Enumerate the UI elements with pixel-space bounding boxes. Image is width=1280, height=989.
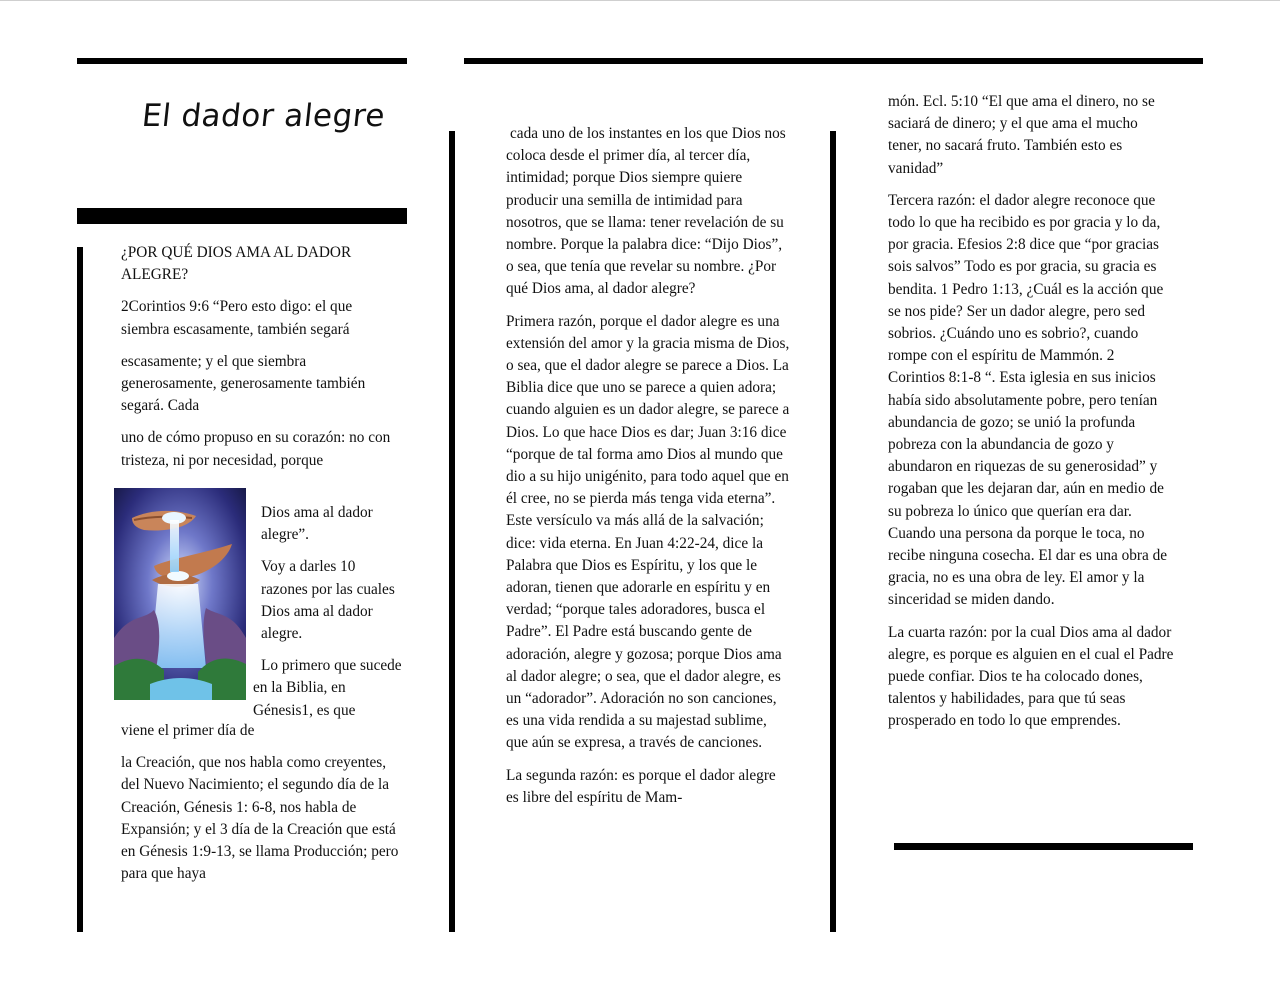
col1-wrap-paragraph-3: Lo primero que sucede en la Biblia, en Génesis1, es que (253, 657, 402, 719)
column-3 (888, 91, 1175, 743)
col1-wrap-paragraph-2: Voy a darles 10 razones por las cuales Dios ama al dador alegre. (261, 558, 395, 643)
col1-left-vertical-rule (77, 247, 83, 932)
col2-left-vertical-rule (449, 131, 455, 932)
hands-waterfall-illustration (114, 488, 246, 700)
col1-paragraph-2: escasamente; y el que siembra generosamente, generosamente también segará. Cada (121, 352, 366, 415)
col3-paragraph-2: Tercera razón: el dador alegre reconoce que todo lo que ha recibido es por gracia y lo da, por gracia. Efesios 2:8 dice que “por gracias sois salvos” Todo es por gracia, su gracia es bendita. 1 Pedro 1:13, ¿Cuál es la acción que se nos pide? Ser un dador alegre, pero sed sobrios. ¿Cuándo uno es sobrio?, cuando rompe con el espíritu de Mammón. 2 Corintios 8:1-8 “. Esta iglesia en sus inicios había sido absolutamente pobre, pero tenían abundancia de gozo; se unió la profunda pobreza con la abundancia de gozo y abundaron en riquezas de su generosidad” y rogaban que les dejaran dar, aún en medio de su pobreza lo único que querían era dar. Cuando una persona da porque le toca, no recibe ninguna cosecha. El dar es una obra de gracia, no es una obra de ley. El amor y la sinceridad se miden dando. (888, 191, 1168, 609)
column-1 (121, 242, 401, 482)
top-rule-right (464, 58, 1203, 64)
top-rule-left (77, 58, 407, 64)
col1-paragraph-3: uno de cómo propuso en su corazón: no con tristeza, ni por necesidad, porque (121, 429, 391, 469)
page-title: El dador alegre (140, 98, 387, 134)
col3-bottom-rule (894, 843, 1193, 850)
col1-paragraph-5: la Creación, que nos habla como creyentes, del Nuevo Nacimiento; el segundo día de la Creación, Génesis 1: 6-8, nos habla de Expansión; y el 3 día de la Creación que está en Génesis 1:9-13, se llama Producción; pero para que haya (121, 754, 399, 883)
column-2 (506, 123, 790, 819)
col3-left-vertical-rule (830, 131, 836, 932)
page-top-border (0, 0, 1280, 1)
column-1-lower (121, 720, 405, 895)
col1-wrap-paragraph-1: Dios ama al dador alegre”. (261, 504, 373, 544)
col2-paragraph-3: La segunda razón: es porque el dador alegre es libre del espíritu de Mam- (506, 766, 776, 806)
col2-paragraph-1: cada uno de los instantes en los que Dios nos coloca desde el primer día, al tercer día, intimidad; porque Dios siempre quiere producir una semilla de intimidad para nosotros, que se llama: tener revelación de su nombre. Porque la palabra dice: “Dijo Dios”, o sea, que tenía que revelar su nombre. ¿Por qué Dios ama, al dador alegre? (506, 125, 786, 298)
col3-paragraph-1: món. Ecl. 5:10 “El que ama el dinero, no se saciará de dinero; y el que ama el mucho tener, no sacará fruto. También esto es vanidad” (888, 93, 1155, 177)
col1-paragraph-1: 2Corintios 9:6 “Pero esto digo: el que siembra escasamente, también segará (121, 298, 353, 338)
section-heading: ¿POR QUÉ DIOS AMA AL DADOR ALEGRE? (121, 244, 352, 284)
title-underline-bar (77, 208, 407, 224)
col2-paragraph-2: Primera razón, porque el dador alegre es una extensión del amor y la gracia misma de Dios, o sea, que el dador alegre se parece a Dios. La Biblia dice que uno se parece a quien adora; cuando alguien es un dador alegre, se parece a Dios. Lo que hace Dios es dar; Juan 3:16 dice “porque de tal forma amo Dios al mundo que dio a su hijo unigénito, para todo aquel que en él cree, no se pierda más tenga vida eterna”. Este versículo va más allá de la salvación; dice: vida eterna. En Juan 4:22-24, dice la Palabra que Dios es Espíritu, y los que le adoran, tienen que adorarle en espíritu y en verdad; “porque tales adoradores, busca el Padre”. El Padre está buscando gente de adoración, alegre y gozosa; porque Dios ama al dador alegre; o sea, que el dador alegre, es un “adorador”. Adoración no son canciones, es una vida rendida a su majestad sublime, que aún se expresa, a través de canciones. (506, 312, 790, 752)
col1-wrapped-text (253, 502, 403, 722)
col1-paragraph-4: viene el primer día de (121, 722, 255, 739)
col3-paragraph-3: La cuarta razón: por la cual Dios ama al dador alegre, es porque es alguien en el cual el Padre puede confiar. Dios te ha colocado dones, talentos y habilidades, para que tú seas prosperado en todo lo que emprendes. (888, 623, 1174, 730)
